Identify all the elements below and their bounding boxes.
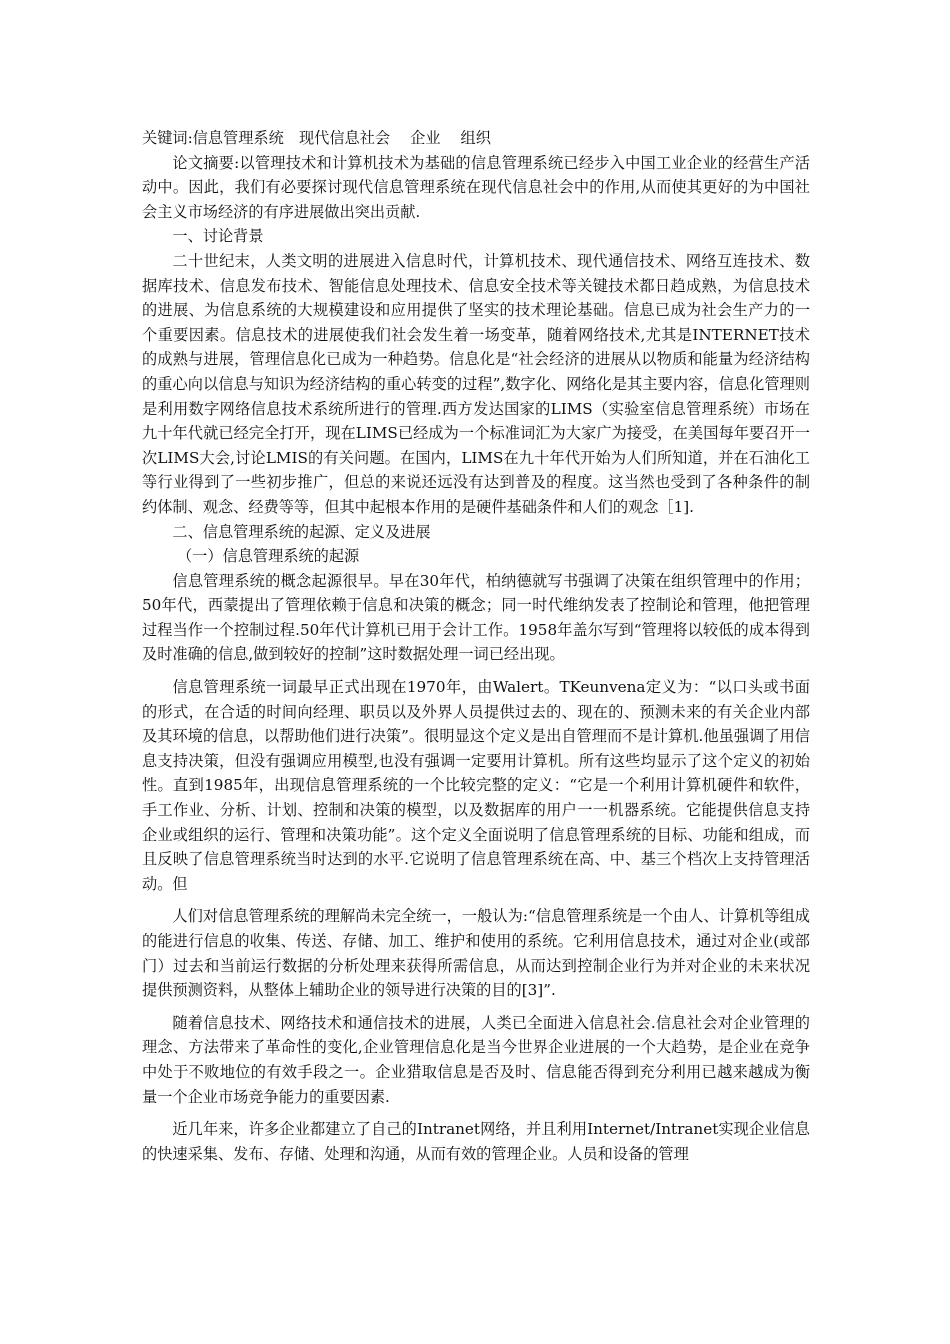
keywords-line: 关键词:信息管理系统 现代信息社会 企业 组织 bbox=[142, 129, 491, 147]
section2-paragraph-2: 信息管理系统一词最早正式出现在1970年，由Walert。TKeunvena定义为：“以口头或书面的形式，在合适的时间向经理、职员以及外界人员提供过去的、现在的、预测未来的有关企业内部及其环境的信息，以帮助他们进行决策”。很明显这个定义是出自管理而不是计算机.他虽强调了用信息支持决策，但没有强调应用模型,也没有强调一定要用计算机。所有这些均显示了这个定义的初始性。直到1985年，出现信息管理系统的一个比较完整的定义：“它是一个利用计算机硬件和软件，手工作业、分析、计划、控制和决策的模型，以及数据库的用户一一机器系统。它能提供信息支持企业或组织的运行、管理和决策功能”。这个定义全面说明了信息管理系统的目标、功能和组成，而且反映了信息管理系统当时达到的水平.它说明了信息管理系统在高、中、基三个档次上支持管理活动。但 bbox=[142, 678, 810, 893]
section2-paragraph-3: 人们对信息管理系统的理解尚未完全统一，一般认为:“信息管理系统是一个由人、计算机等组成的能进行信息的收集、传送、存储、加工、维护和使用的系统。它利用信息技术，通过对企业(或部门）过去和当前运行数据的分析处理来获得所需信息，从而达到控制企业行为并对企业的未来状况提供预测资料，从整体上辅助企业的领导进行决策的目的[3]”. bbox=[142, 907, 810, 1000]
section2-paragraph-4: 随着信息技术、网络技术和通信技术的进展，人类已全面进入信息社会.信息社会对企业管理的理念、方法带来了革命性的变化,企业管理信息化是当今世界企业进展的一个大趋势，是企业在竞争中处于不败地位的有效手段之一。企业猎取信息是否及时、信息能否得到充分利用已越来越成为衡量一个企业市场竞争能力的重要因素. bbox=[142, 1013, 810, 1106]
paragraph-spacer bbox=[142, 1003, 810, 1011]
section2-subheading-1: （一）信息管理系统的起源 bbox=[176, 547, 360, 566]
paragraph-spacer bbox=[142, 667, 810, 675]
paragraph-spacer bbox=[142, 1109, 810, 1117]
section1-heading: 一、讨论背景 bbox=[172, 227, 264, 246]
section2-paragraph-5: 近几年来，许多企业都建立了自己的Intranet网络，并且利用Internet/Intranet实现企业信息的快速采集、发布、存储、处理和沟通，从而有效的管理企业。人员和设备的管理 bbox=[142, 1120, 810, 1163]
document-page bbox=[142, 126, 810, 1166]
section2-heading: 二、信息管理系统的起源、定义及进展 bbox=[172, 522, 431, 541]
paragraph-spacer bbox=[142, 896, 810, 904]
abstract-paragraph: 论文摘要:以管理技术和计算机技术为基础的信息管理系统已经步入中国工业企业的经营生产活动中。因此，我们有必要探讨现代信息管理系统在现代信息社会中的作用,从而使其更好的为中国社会主义市场经济的有序进展做出突出贡献. bbox=[142, 153, 810, 221]
section1-paragraph-1: 二十世纪末，人类文明的进展进入信息时代，计算机技术、现代通信技术、网络互连技术、数据库技术、信息发布技术、智能信息处理技术、信息安全技术等关键技术都日趋成熟，为信息技术的进展、为信息系统的大规模建设和应用提供了坚实的技术理论基础。信息已成为社会生产力的一个重要因素。信息技术的进展使我们社会发生着一场变革，随着网络技术,尤其是INTERNET技术的成熟与进展，管理信息化已成为一种趋势。信息化是“社会经济的进展从以物质和能量为经济结构的重心向以信息与知识为经济结构的重心转变的过程”,数字化、网络化是其主要内容，信息化管理则是利用数字网络信息技术系统所进行的管理.西方发达国家的LIMS（实验室信息管理系统）市场在九十年代就已经完全打开，现在LIMS已经成为一个标准词汇为大家广为接受，在美国每年要召开一次LIMS大会,讨论LMIS的有关问题。在国内，LIMS在九十年代开始为人们所知道，并在石油化工等行业得到了一些初步推广，但总的来说还远没有达到普及的程度。这当然也受到了各种条件的制约体制、观念、经费等等，但其中起根本作用的是硬件基础条件和人们的观念［1]. bbox=[142, 251, 810, 516]
section2-paragraph-1: 信息管理系统的概念起源很早。早在30年代，柏纳德就写书强调了决策在组织管理中的作用；50年代，西蒙提出了管理依赖于信息和决策的概念；同一时代维纳发表了控制论和管理，他把管理过程当作一个控制过程.50年代计算机已用于会计工作。1958年盖尔写到“管理将以较低的成本得到及时准确的信息,做到较好的控制”这时数据处理一词已经出现。 bbox=[142, 571, 810, 664]
